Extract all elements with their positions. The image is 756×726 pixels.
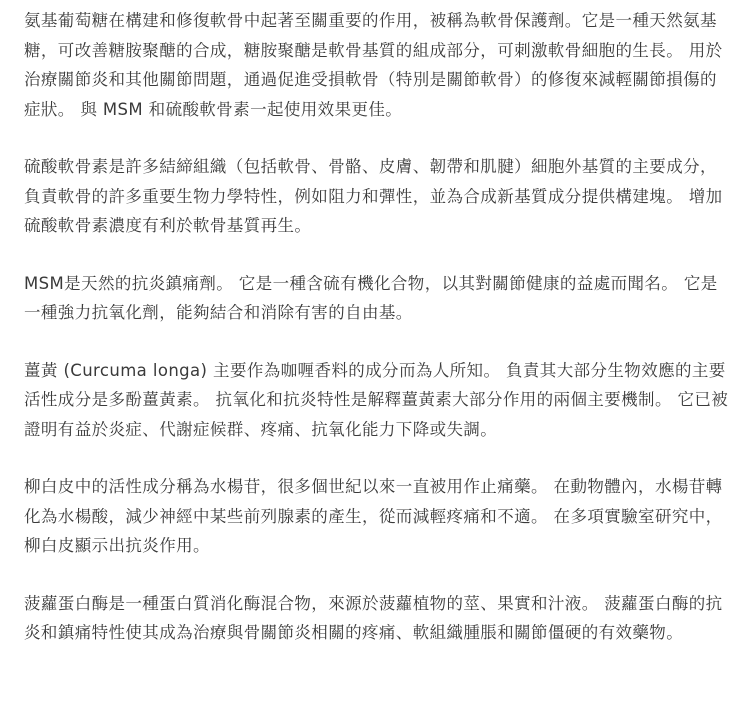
paragraph-chondroitin: 硫酸軟骨素是許多結締組織（包括軟骨、骨骼、皮膚、韌帶和肌腱）細胞外基質的主要成分，負責軟骨的許多重要生物力學特性，例如阻力和彈性，並為合成新基質成分提供構建塊。 增加硫酸軟骨素濃度有利於軟骨基質再生。 — [24, 157, 723, 235]
paragraph-glucosamine: 氨基葡萄糖在構建和修復軟骨中起著至關重要的作用，被稱為軟骨保護劑。它是一種天然氨基糖，可改善糖胺聚醣的合成，糖胺聚醣是軟骨基質的組成部分，可刺激軟骨細胞的生長。 用於治療關節炎和其他關節問題，通過促進受損軟骨（特別是關節軟骨）的修復來減輕關節損傷的症狀。 與 MSM 和硫酸軟骨素一起使用效果更佳。 — [24, 11, 723, 119]
paragraph-willow-bark: 柳白皮中的活性成分稱為水楊苷，很多個世紀以來一直被用作止痛藥。 在動物體內，水楊苷轉化為水楊酸，減少神經中某些前列腺素的產生，從而減輕疼痛和不適。 在多項實驗室研究中，柳白皮顯示出抗炎作用。 — [24, 477, 723, 555]
paragraph-msm: MSM是天然的抗炎鎮痛劑。 它是一種含硫有機化合物，以其對關節健康的益處而聞名。 它是一種強力抗氧化劑，能夠結合和消除有害的自由基。 — [24, 273, 718, 322]
paragraph-turmeric: 薑黃 (Curcuma longa) 主要作為咖喱香料的成分而為人所知。 負責其大部分生物效應的主要活性成分是多酚薑黃素。 抗氧化和抗炎特性是解釋薑黃素大部分作用的兩個主要機制。 它已被證明有益於炎症、代謝症候群、疼痛、抗氧化能力下降或失調。 — [24, 360, 729, 439]
paragraph-bromelain: 菠蘿蛋白酶是一種蛋白質消化酶混合物，來源於菠蘿植物的莖、果實和汁液。 菠蘿蛋白酶的抗炎和鎮痛特性使其成為治療與骨關節炎相關的疼痛、軟組織腫脹和關節僵硬的有效藥物。 — [24, 593, 723, 642]
